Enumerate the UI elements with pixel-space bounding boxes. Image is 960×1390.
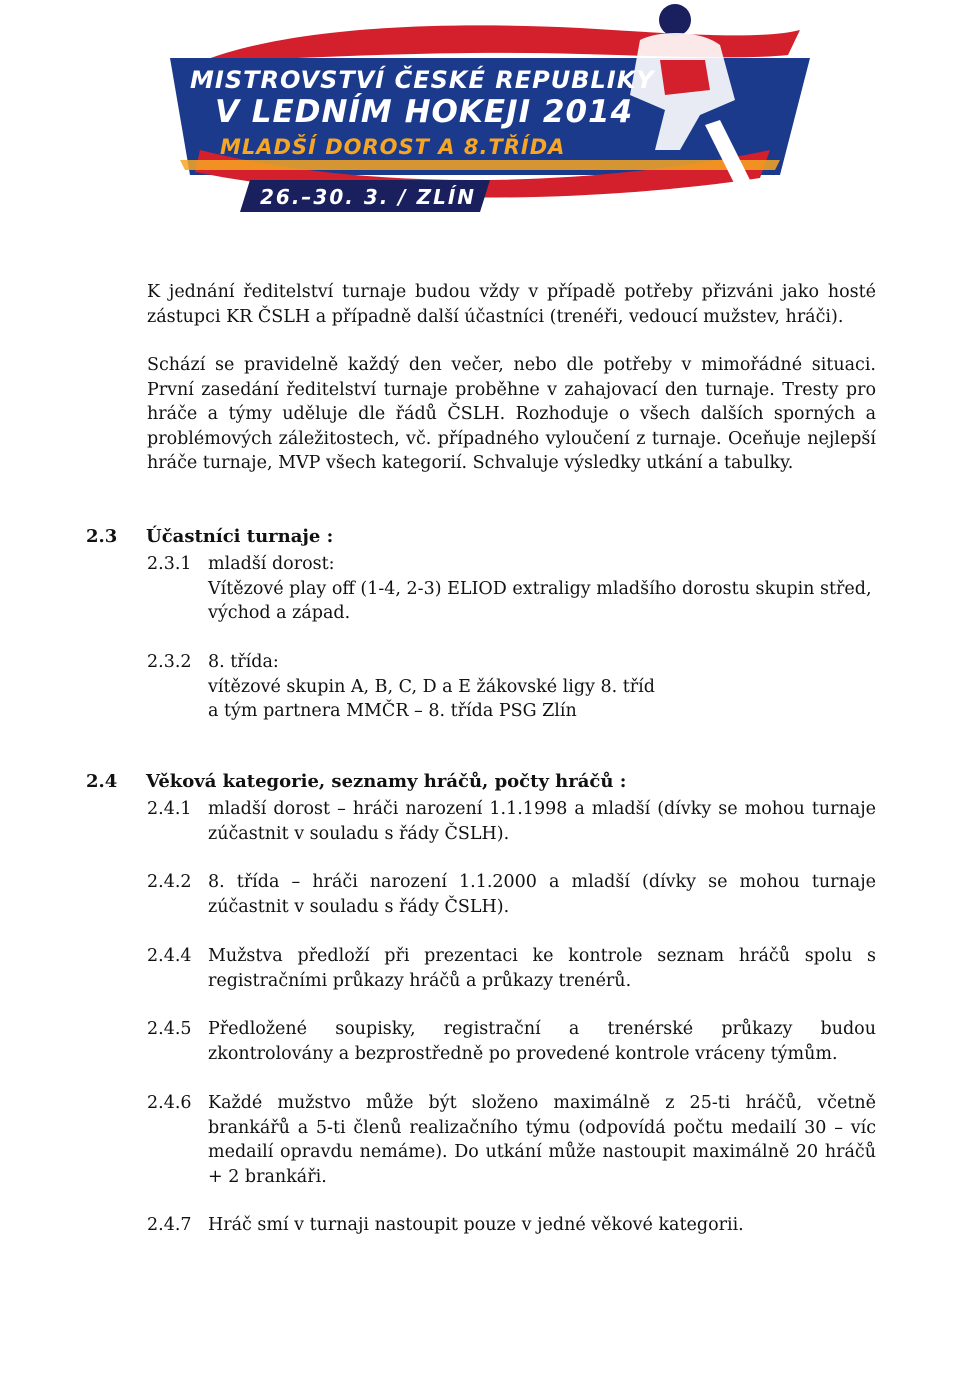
- text-line: 8. třída:: [208, 652, 279, 672]
- text-line: zúčastnit v souladu s řády ČSLH).: [208, 823, 510, 844]
- section-number: 2.3: [86, 526, 118, 547]
- text-line: Schází se pravidelně každý den večer, nebo dle potřeby v mimořádné situaci.: [147, 355, 876, 375]
- list-item-2-4-4: [147, 944, 876, 994]
- banner-title-line2: V LEDNÍM HOKEJI 2014: [215, 94, 634, 130]
- text-line: Každé mužstvo může být složeno maximálně z 25-ti hráčů, včetně: [208, 1093, 876, 1113]
- text-line: brankářů a 5-ti členů realizačního týmu (odpovídá počtu medailí 30 – víc: [208, 1117, 876, 1138]
- item-number: 2.4.1: [147, 799, 192, 819]
- text-line: problémových záležitostech, vč. případného vyloučení z turnaje. Oceňuje nejlepší: [147, 428, 876, 449]
- list-item-2-4-2: [147, 870, 876, 920]
- item-number: 2.3.1: [147, 554, 192, 574]
- banner-date-location: 26.–30. 3. / ZLÍN: [260, 185, 476, 209]
- text-line: První zasedání ředitelství turnaje proběhne v zahajovací den turnaje. Tresty pro: [147, 379, 876, 400]
- intro-paragraph-2: [147, 353, 876, 476]
- text-line: Hráč smí v turnaji nastoupit pouze v jedné věkové kategorii.: [208, 1215, 744, 1235]
- item-number: 2.4.5: [147, 1019, 192, 1039]
- list-item-2-3-1: [147, 552, 876, 626]
- text-line: + 2 brankáři.: [208, 1166, 327, 1187]
- text-line: Vítězové play off (1-4, 2-3) ELIOD extraligy mladšího dorostu skupin střed,: [208, 578, 872, 599]
- text-line: mladší dorost – hráči narození 1.1.1998 a mladší (dívky se mohou turnaje: [208, 799, 876, 819]
- list-item-2-4-7: [147, 1213, 876, 1239]
- section-heading-2-3: [86, 526, 486, 550]
- text-line: medailí opravdu nemáme). Do utkání může nastoupit maximálně 20 hráčů: [208, 1142, 876, 1162]
- list-item-2-4-6: [147, 1091, 876, 1190]
- text-line: zástupci KR ČSLH a případně další účastníci (trenéři, vedoucí mužstev, hráči).: [147, 306, 844, 327]
- section-title: Věková kategorie, seznamy hráčů, počty hráčů :: [146, 771, 627, 792]
- list-item-2-4-1: [147, 797, 876, 847]
- list-item-2-3-2: [147, 650, 876, 724]
- text-line: mladší dorost:: [208, 554, 335, 574]
- text-line: 8. třída – hráči narození 1.1.2000 a mladší (dívky se mohou turnaje: [208, 872, 876, 892]
- text-line: východ a západ.: [208, 603, 351, 623]
- item-number: 2.4.2: [147, 872, 192, 892]
- intro-paragraph-1: [147, 280, 876, 329]
- text-line: zúčastnit v souladu s řády ČSLH).: [208, 896, 510, 917]
- item-number: 2.4.4: [147, 946, 192, 966]
- section-heading-2-4: [86, 771, 686, 795]
- text-line: hráče turnaje, MVP všech kategorií. Schvaluje výsledky utkání a tabulky.: [147, 453, 794, 473]
- list-item-2-4-5: [147, 1017, 876, 1067]
- item-number: 2.4.7: [147, 1215, 192, 1235]
- tournament-banner: [160, 0, 820, 215]
- text-line: registračními průkazy hráčů a průkazy trenérů.: [208, 970, 632, 991]
- text-line: a tým partnera MMČR – 8. třída PSG Zlín: [208, 701, 577, 721]
- item-number: 2.3.2: [147, 652, 192, 672]
- orange-stripe: [180, 160, 780, 170]
- section-number: 2.4: [86, 771, 118, 792]
- text-line: vítězové skupin A, B, C, D a E žákovské ligy 8. tříd: [208, 676, 655, 697]
- text-line: K jednání ředitelství turnaje budou vždy v případě potřeby přizváni jako hosté: [147, 282, 876, 302]
- text-line: zkontrolovány a bezprostředně po provedené kontrole vráceny týmům.: [208, 1043, 838, 1064]
- item-number: 2.4.6: [147, 1093, 192, 1113]
- banner-title-line1: MISTROVSTVÍ ČESKÉ REPUBLIKY: [190, 66, 655, 94]
- text-line: Předložené soupisky, registrační a trenérské průkazy budou: [208, 1019, 876, 1039]
- banner-subtitle: MLADŠÍ DOROST A 8.TŘÍDA: [220, 135, 566, 159]
- text-line: Mužstva předloží při prezentaci ke kontrole seznam hráčů spolu s: [208, 946, 876, 966]
- section-title: Účastníci turnaje :: [146, 526, 334, 547]
- text-line: hráče a týmy uděluje dle řádů ČSLH. Rozhoduje o všech dalších sporných a: [147, 404, 876, 424]
